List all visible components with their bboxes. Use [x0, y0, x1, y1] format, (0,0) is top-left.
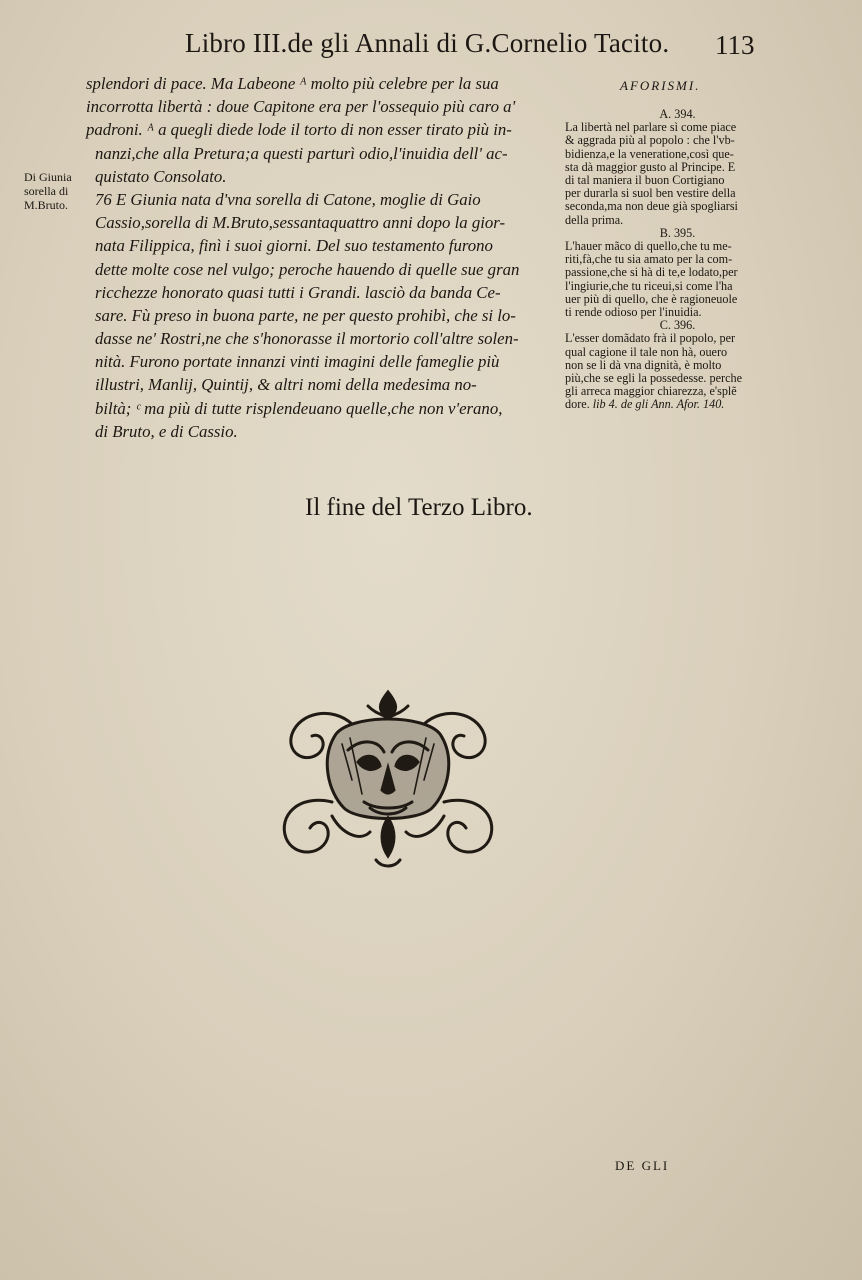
text-line: splendori di pace. Ma Labeone ᴬ molto più celebre per la sua	[86, 74, 499, 93]
aphorism-line: gli arreca maggior chiarezza, e'splẽ	[565, 384, 737, 399]
aphorism-line: non se li dà vna dignità, è molto	[565, 357, 722, 372]
aphorism-line: La libertà nel parlare sì come piace	[565, 120, 737, 135]
margin-note-line: M.Bruto.	[24, 198, 69, 212]
aphorism-line: uer più di quello, che è ragioneuole	[565, 291, 738, 306]
aphorism-line: & aggrada più al popolo : che l'vb-	[565, 133, 735, 148]
running-title: Libro III.de gli Annali di G.Cornelio Tacito.	[185, 28, 670, 58]
aphorism-line: l'ingiurie,che tu riceui,si come l'ha	[565, 278, 733, 293]
aphorism-line: sta dà maggior gusto al Principe. E	[565, 159, 736, 174]
aphorisms-column	[565, 108, 790, 412]
closing-title: Il fine del Terzo Libro.	[305, 494, 533, 521]
aphorism-line: qual cagione il tale non hà, ouero	[565, 344, 728, 359]
margin-note-line: sorella di	[24, 184, 69, 198]
text-line: nità. Furono portate innanzi vinti imagini delle fameglie più	[95, 352, 500, 372]
grotesque-mask-ornament-icon	[272, 684, 504, 874]
text-line: Cassio,sorella di M.Bruto,sessantaquattro anni dopo la gior-	[95, 213, 506, 233]
aphorism-line: passione,che si hà di te,e lodato,per	[565, 265, 738, 280]
text-line: biltà; ᶜ ma più di tutte risplendeuano quelle,che non v'erano,	[95, 398, 503, 418]
text-line: dette molte cose nel vulgo; peroche hauendo di quelle sue gran	[95, 259, 520, 279]
main-text-block	[86, 72, 556, 443]
aphorism-line: seconda,ma non deue già spogliarsi	[565, 199, 738, 214]
aphorism-line: per durarla si suol ben vestire della	[565, 186, 736, 201]
text-line: ricchezze honorato quasi tutti i Grandi. lasciò da banda Ce-	[95, 282, 501, 302]
aphorism-line: più,che se egli la possedesse. perche	[565, 371, 742, 386]
page-number: 113	[715, 30, 755, 60]
margin-note	[24, 170, 86, 212]
aphorism-citation: lib 4. de gli Ann. Afor. 140.	[592, 397, 725, 412]
aphorism-label: C. 396.	[659, 318, 696, 333]
catchword: DE GLI	[615, 1158, 670, 1173]
margin-note-line: Di Giunia	[24, 170, 72, 184]
aphorism-label: A. 394.	[659, 107, 696, 121]
aphorism-line: bidienza,e la veneratione,così que-	[565, 146, 734, 161]
aphorisms-title: AFORISMI.	[620, 78, 701, 93]
text-line: di Bruto, e di Cassio.	[95, 421, 238, 441]
aphorism-line-text: dore.	[565, 397, 590, 412]
text-line: nanzi,che alla Pretura;a questi parturì odio,l'inuidia dell' ac-	[95, 143, 508, 163]
text-line: padroni. ᴬ a quegli diede lode il torto di non esser tirato più in-	[86, 120, 512, 140]
text-line: quistato Consolato.	[95, 166, 227, 186]
text-line: nata Filippica, finì i suoi giorni. Del suo testamento furono	[95, 236, 493, 256]
aphorism-label: B. 395.	[659, 225, 696, 240]
aphorism-line: della prima.	[565, 212, 624, 227]
aphorism-line: riti,fà,che tu sia amato per la com-	[565, 252, 733, 267]
text-line: dasse ne' Rostri,ne che s'honorasse il mortorio coll'altre solen-	[95, 329, 519, 349]
aphorism-line	[565, 398, 790, 411]
aphorism-line: di tal maniera il buon Cortigiano	[565, 173, 725, 188]
aphorism-line: L'hauer mãco di quello,che tu me-	[565, 239, 732, 254]
text-line: incorrotta libertà : doue Capitone era per l'ossequio più caro a'	[86, 97, 516, 117]
aphorism-line: ti rende odioso per l'inuidia.	[565, 305, 702, 320]
text-line: 76 E Giunia nata d'vna sorella di Catone, moglie di Gaio	[95, 189, 481, 209]
aphorism-line: L'esser domãdato frà il popolo, per	[565, 331, 736, 346]
text-line: illustri, Manlij, Quintij, & altri nomi della medesima no-	[95, 375, 477, 395]
text-line: sare. Fù preso in buona parte, ne per questo prohibì, che si lo-	[95, 305, 516, 325]
